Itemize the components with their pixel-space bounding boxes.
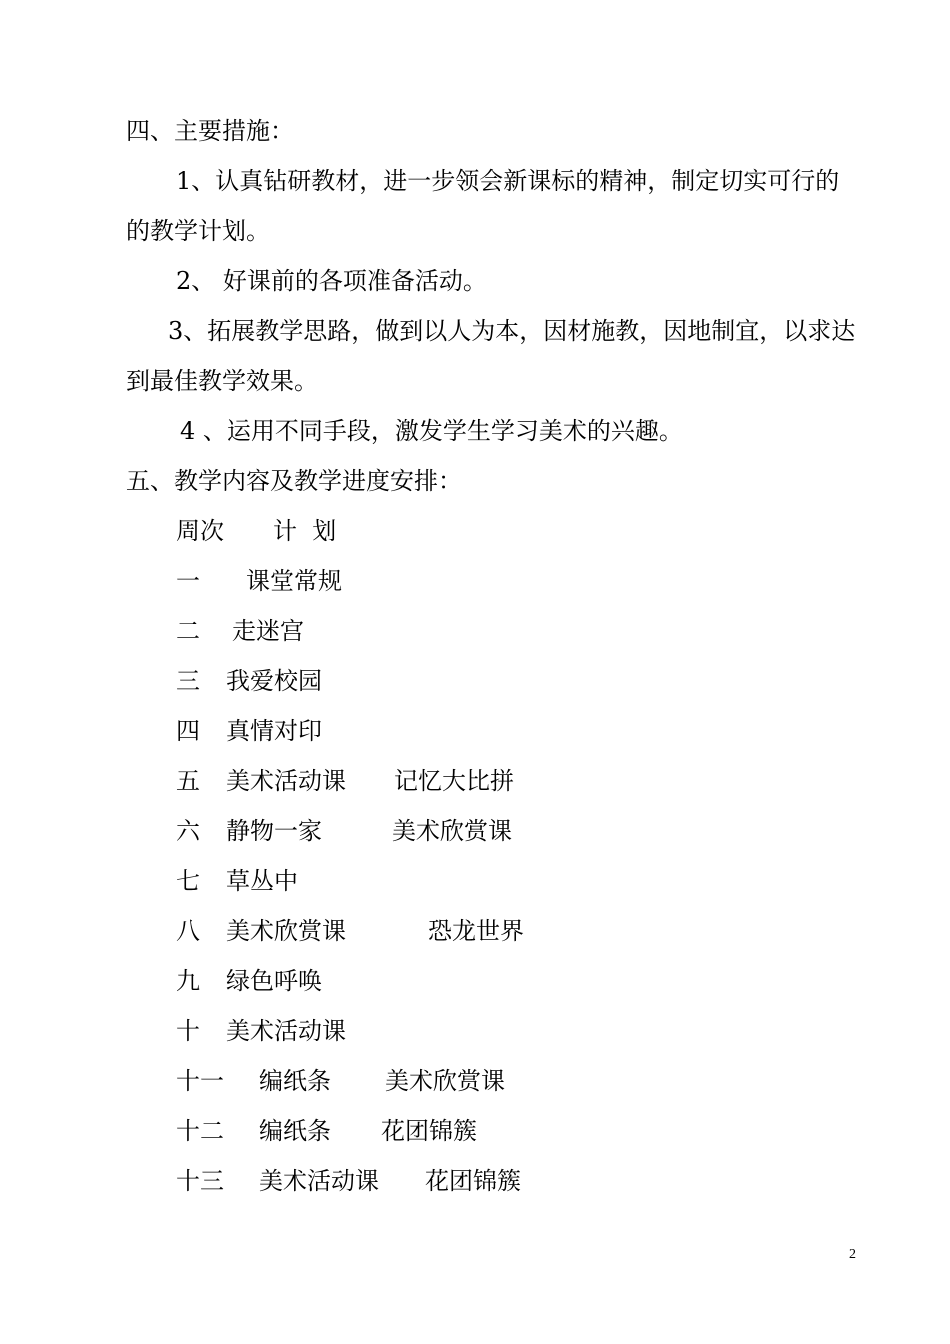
- plan-cell-secondary: 美术欣赏课: [385, 1067, 505, 1095]
- plan-cell-secondary: 花团锦簇: [381, 1117, 477, 1145]
- plan-cell-secondary: 恐龙世界: [428, 917, 524, 945]
- section-heading-schedule: 五、教学内容及教学进度安排：: [126, 467, 462, 495]
- plan-cell: 草丛中: [226, 867, 298, 895]
- plan-cell: 绿色呼唤: [226, 967, 322, 995]
- week-column-header: 周次: [176, 517, 224, 545]
- week-cell: 二: [176, 617, 200, 645]
- measure-item-3-line-1: 3、拓展教学思路，做到以人为本，因材施教，因地制宜，以求达: [168, 317, 856, 345]
- plan-cell: 我爱校园: [226, 667, 322, 695]
- week-cell: 五: [176, 767, 200, 795]
- week-cell: 四: [176, 717, 200, 745]
- plan-cell: 美术活动课: [226, 1017, 346, 1045]
- plan-cell: 课堂常规: [246, 567, 342, 595]
- measure-item-2: 2、 好课前的各项准备活动。: [176, 267, 487, 295]
- week-cell: 九: [176, 967, 200, 995]
- plan-cell: 静物一家: [226, 817, 322, 845]
- plan-cell: 美术活动课: [226, 767, 346, 795]
- plan-cell: 编纸条: [259, 1067, 331, 1095]
- plan-cell: 美术活动课: [259, 1167, 379, 1195]
- plan-column-header: 计 划: [273, 517, 337, 545]
- week-cell: 十: [176, 1017, 200, 1045]
- week-cell: 一: [176, 567, 200, 595]
- measure-item-1-line-2: 的教学计划。: [126, 217, 270, 245]
- plan-cell-secondary: 记忆大比拼: [394, 767, 514, 795]
- week-cell: 六: [176, 817, 200, 845]
- week-cell: 八: [176, 917, 200, 945]
- plan-cell: 真情对印: [226, 717, 322, 745]
- week-cell: 三: [176, 667, 200, 695]
- week-cell: 七: [176, 867, 200, 895]
- measure-item-3-line-2: 到最佳教学效果。: [126, 367, 318, 395]
- measure-item-1-line-1: 1、认真钻研教材，进一步领会新课标的精神，制定切实可行的: [176, 167, 840, 195]
- plan-cell-secondary: 美术欣赏课: [392, 817, 512, 845]
- week-cell: 十一: [176, 1067, 224, 1095]
- page-number: 2: [849, 1247, 856, 1262]
- schedule-row: [176, 1166, 521, 1316]
- measure-item-4: 4 、运用不同手段，激发学生学习美术的兴趣。: [180, 417, 683, 445]
- plan-cell: 美术欣赏课: [226, 917, 346, 945]
- section-heading-measures: 四、主要措施：: [126, 117, 294, 145]
- week-cell: 十三: [176, 1167, 224, 1195]
- plan-cell-secondary: 花团锦簇: [425, 1167, 521, 1195]
- plan-cell: 走迷宫: [232, 617, 304, 645]
- plan-cell: 编纸条: [259, 1117, 331, 1145]
- week-cell: 十二: [176, 1117, 224, 1145]
